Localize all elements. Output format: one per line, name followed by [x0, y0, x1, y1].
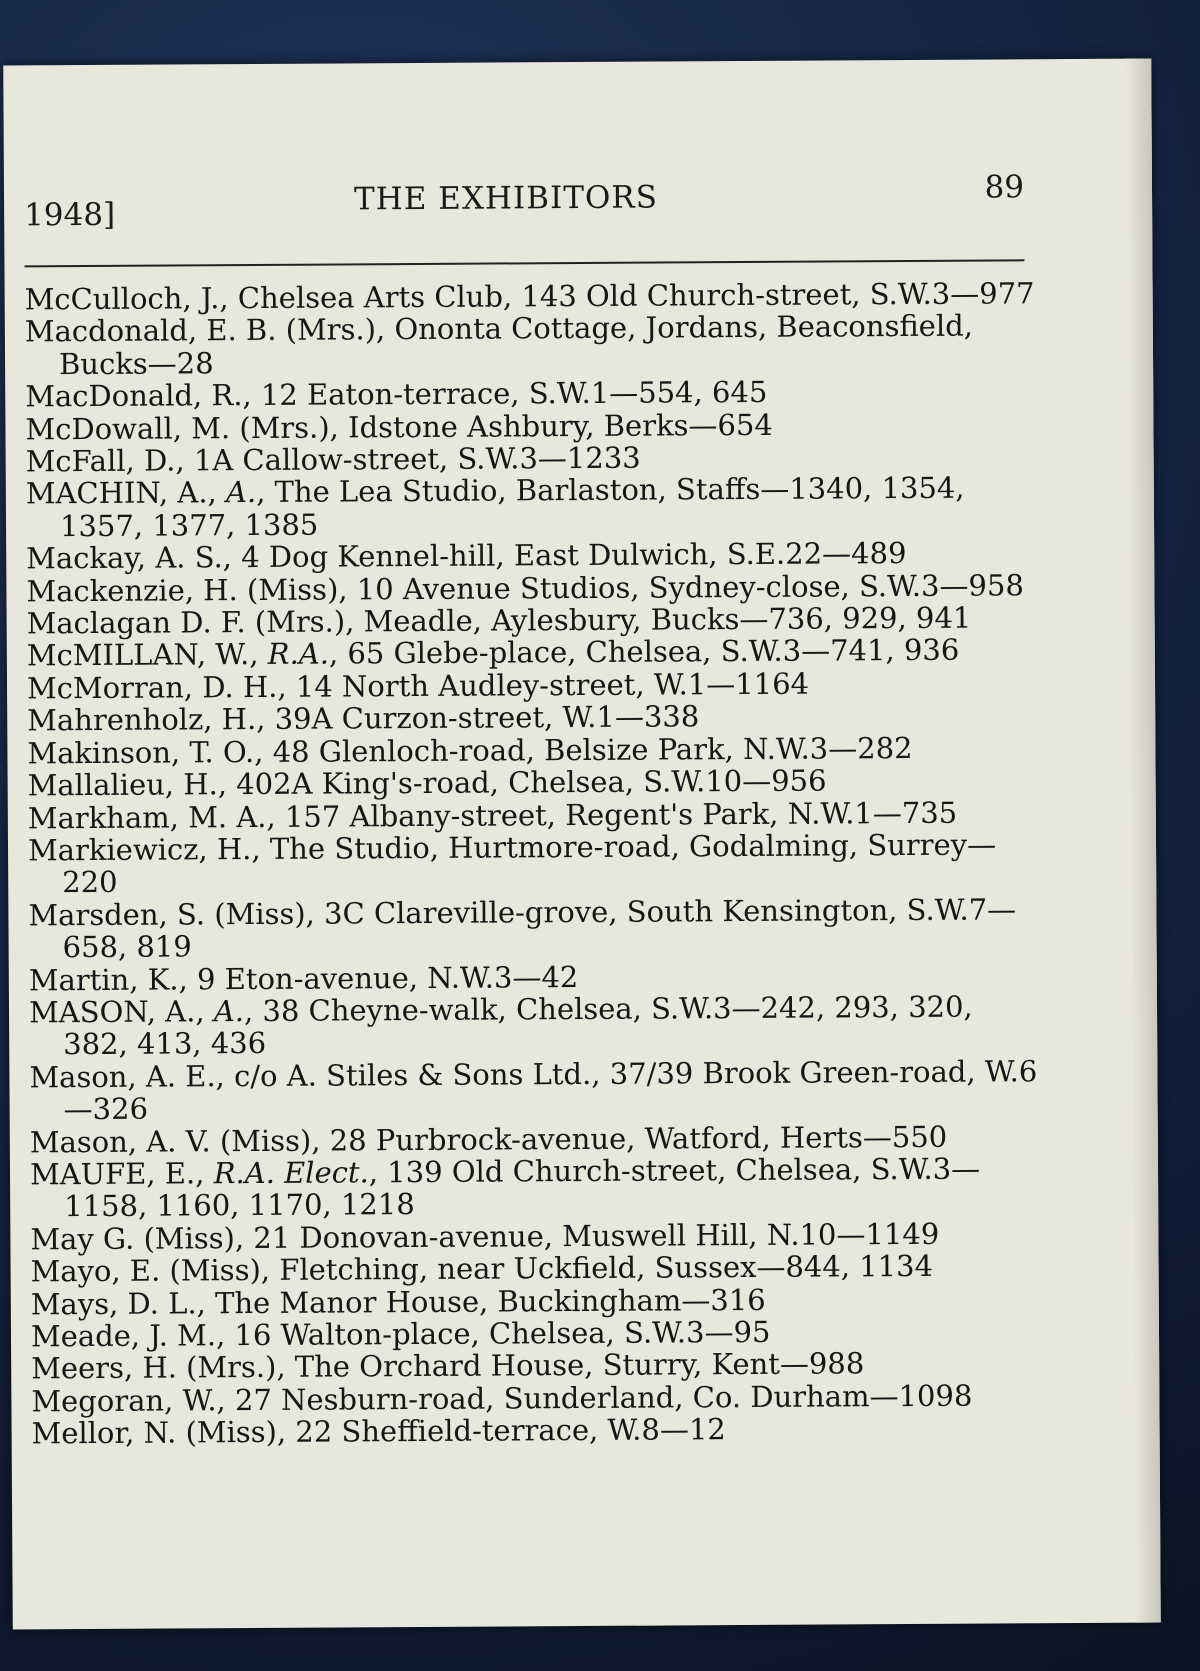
exhibitor-entry: Maclagan D. F. (Mrs.), Meadle, Aylesbury, Bucks—736, 929, 941 [26, 600, 972, 641]
exhibitor-entry: Martin, K., 9 Eton-avenue, N.W.3—42 [28, 959, 579, 997]
exhibitor-entry: Markham, M. A., 157 Albany-street, Regent's Park, N.W.1—735 [27, 795, 958, 835]
exhibitor-entry: Macdonald, E. B. (Mrs.), Ononta Cottage, Jordans, Beaconsfield, Bucks—28 [24, 309, 974, 381]
exhibitor-entry: MAUFE, E., R.A. Elect., 139 Old Church-street, Chelsea, S.W.3—1158, 1160, 1170, 1218 [29, 1151, 981, 1224]
exhibitor-entry: Megoran, W., 27 Nesburn-road, Sunderland, Co. Durham—1098 [31, 1378, 973, 1419]
exhibitor-entry: Mayo, E. (Miss), Fletching, near Uckfield, Sussex—844, 1134 [30, 1249, 934, 1289]
exhibitor-entry: Markiewicz, H., The Studio, Hurtmore-road, Godalming, Surrey—220 [27, 827, 997, 900]
running-header-year: 1948] [24, 196, 116, 234]
exhibitor-entry: Mackenzie, H. (Miss), 10 Avenue Studios, Sydney-close, S.W.3—958 [26, 567, 1024, 609]
exhibitor-entry: MACHIN, A., A., The Lea Studio, Barlaston, Staffs—1340, 1354, 1357, 1377, 1385 [25, 471, 965, 544]
book-page [3, 59, 1161, 1630]
exhibitor-entry: Mallalieu, H., 402A King's-road, Chelsea, S.W.10—956 [27, 763, 827, 803]
exhibitor-list [25, 277, 1042, 1450]
running-header [24, 169, 1024, 235]
exhibitor-entry: Mays, D. L., The Manor House, Buckingham—316 [30, 1282, 766, 1321]
header-rule [24, 259, 1024, 267]
exhibitor-entry: MacDonald, R., 12 Eaton-terrace, S.W.1—554, 645 [25, 375, 768, 414]
exhibitor-entry: Mason, A. E., c/o A. Stiles & Sons Ltd., 37/39 Brook Green-road, W.6—326 [29, 1053, 1038, 1127]
exhibitor-entry: Meers, H. (Mrs.), The Orchard House, Sturry, Kent—988 [31, 1346, 865, 1386]
exhibitor-entry: May G. (Miss), 21 Donovan-avenue, Muswell Hill, N.10—1149 [30, 1216, 940, 1257]
exhibitor-entry: Meade, J. M., 16 Walton-place, Chelsea, S.W.3—95 [30, 1314, 771, 1354]
exhibitor-entry: McCulloch, J., Chelsea Arts Club, 143 Old Church-street, S.W.3—977 [24, 276, 1035, 317]
exhibitor-entry: McMorran, D. H., 14 North Audley-street, W.1—1164 [26, 666, 810, 706]
exhibitor-entry: Mahrenholz, H., 39A Curzon-street, W.1—338 [27, 699, 700, 738]
exhibitor-entry: Makinson, T. O., 48 Glenloch-road, Belsize Park, N.W.3—282 [27, 730, 913, 771]
exhibitor-entry: Mellor, N. (Miss), 22 Sheffield-terrace, W.8—12 [31, 1412, 726, 1451]
exhibitor-entry: McDowall, M. (Mrs.), Idstone Ashbury, Berks—654 [25, 407, 773, 447]
exhibitor-entry: McFall, D., 1A Callow-street, S.W.3—1233 [25, 440, 641, 479]
exhibitor-entry: MASON, A., A., 38 Cheyne-walk, Chelsea, S.W.3—242, 293, 320, 382, 413, 436 [28, 989, 973, 1062]
exhibitor-entry: Marsden, S. (Miss), 3C Clareville-grove, South Kensington, S.W.7—658, 819 [28, 892, 1017, 965]
exhibitor-entry: McMILLAN, W., R.A., 65 Glebe-place, Chelsea, S.W.3—741, 936 [26, 633, 960, 673]
exhibitor-entry: Mason, A. V. (Miss), 28 Purbrock-avenue, Watford, Herts—550 [29, 1119, 948, 1159]
running-header-title: THE EXHIBITORS [353, 179, 659, 218]
exhibitor-entry: Mackay, A. S., 4 Dog Kennel-hill, East Dulwich, S.E.22—489 [26, 536, 907, 576]
page-number: 89 [984, 169, 1025, 206]
